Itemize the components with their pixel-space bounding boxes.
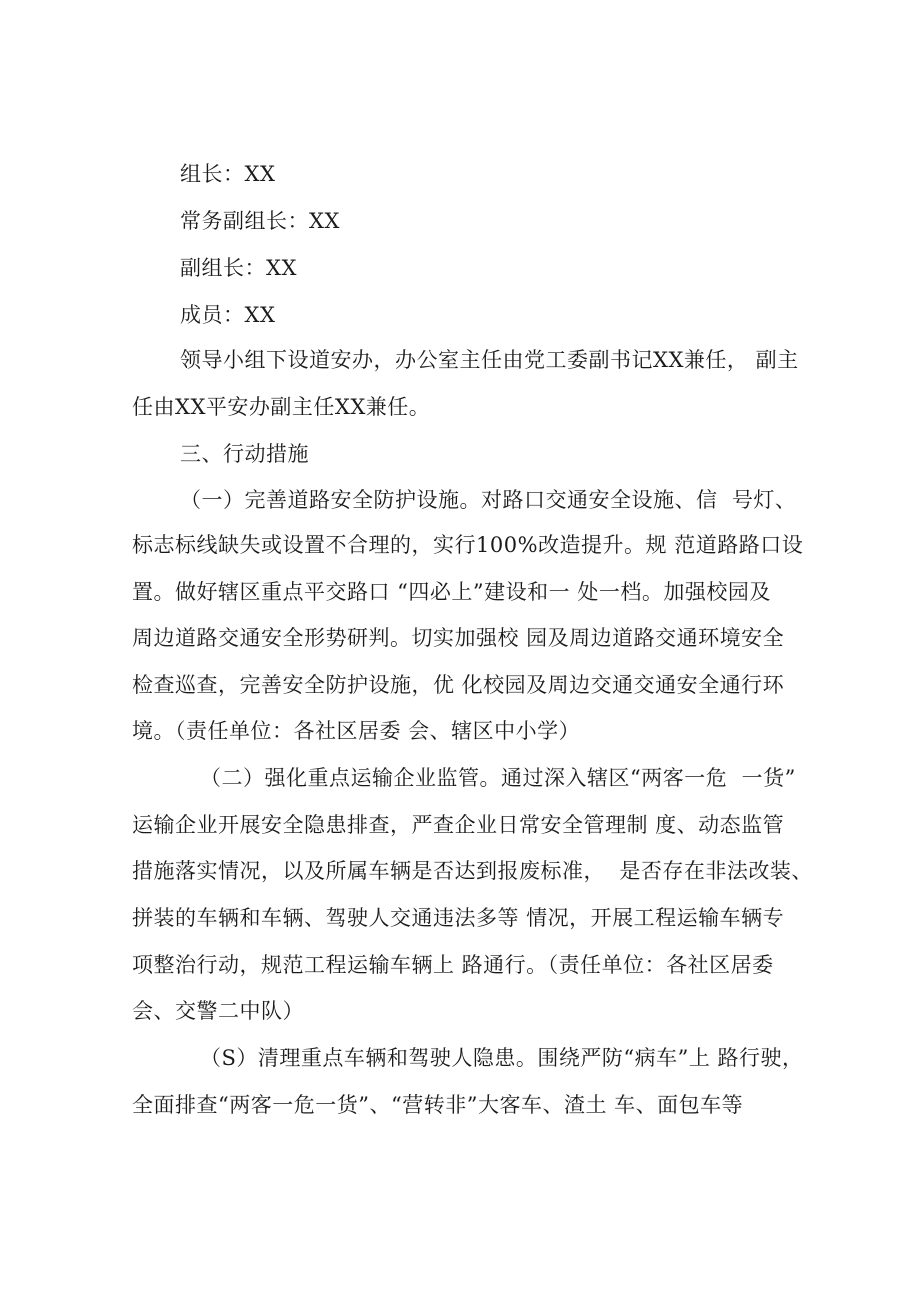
measure-1-line-3: 置。做好辖区重点平交路口 “四必上”建设和一 处一档。加强校园及 [132,580,771,604]
office-paragraph-line-2: 任由XX平安办副主任XX兼任。 [132,395,431,419]
measure-1-line-4: 周边道路交通安全形势研判。切实加强校 园及周边道路交通环境安全 [132,626,785,650]
leader-line: 组长：XX [180,162,276,186]
office-paragraph-line-1: 领导小组下设道安办，办公室主任由党工委副书记XX兼任， 副主 [180,348,799,372]
measure-3-line-1: （S）清理重点车辆和驾驶人隐患。围绕严防“病车”上 路行驶， [200,1046,804,1070]
deputy-leader-line: 副组长：XX [180,256,297,280]
measure-2-line-4: 拼装的车辆和车辆、驾驶人交通违法多等 情况，开展工程运输车辆专 [132,906,785,930]
measure-3-line-2: 全面排查“两客一危一货”、“营转非”大客车、渣土 车、面包车等 [132,1093,744,1117]
measure-1-line-6: 境。（责任单位：各社区居委 会、辖区中小学） [132,719,581,743]
measure-2-line-1: （二）强化重点运输企业监管。通过深入辖区“两客一危 一货” [200,766,796,790]
measure-1-line-1: （一）完善道路安全防护设施。对路口交通安全设施、信 号灯、 [180,488,797,512]
measure-2-line-3: 措施落实情况，以及所属车辆是否达到报废标准， 是否存在非法改装、 [132,859,813,883]
section-heading: 三、行动措施 [180,442,309,466]
measure-2-line-5: 项整治行动，规范工程运输车辆上 路通行。（责任单位：各社区居委 [132,953,774,977]
executive-deputy-leader-line: 常务副组长：XX [180,209,340,233]
measure-2-line-6: 会、交警二中队） [132,999,304,1023]
measure-1-line-5: 检查巡查，完善安全防护设施，优 化校园及周边交通交通安全通行环 [132,673,785,697]
members-line: 成员：XX [180,303,276,327]
measure-1-line-2: 标志标线缺失或设置不合理的，实行100%改造提升。规 范道路路口设 [132,533,804,557]
measure-2-line-2: 运输企业开展安全隐患排查，严查企业日常安全管理制 度、动态监管 [132,813,785,837]
